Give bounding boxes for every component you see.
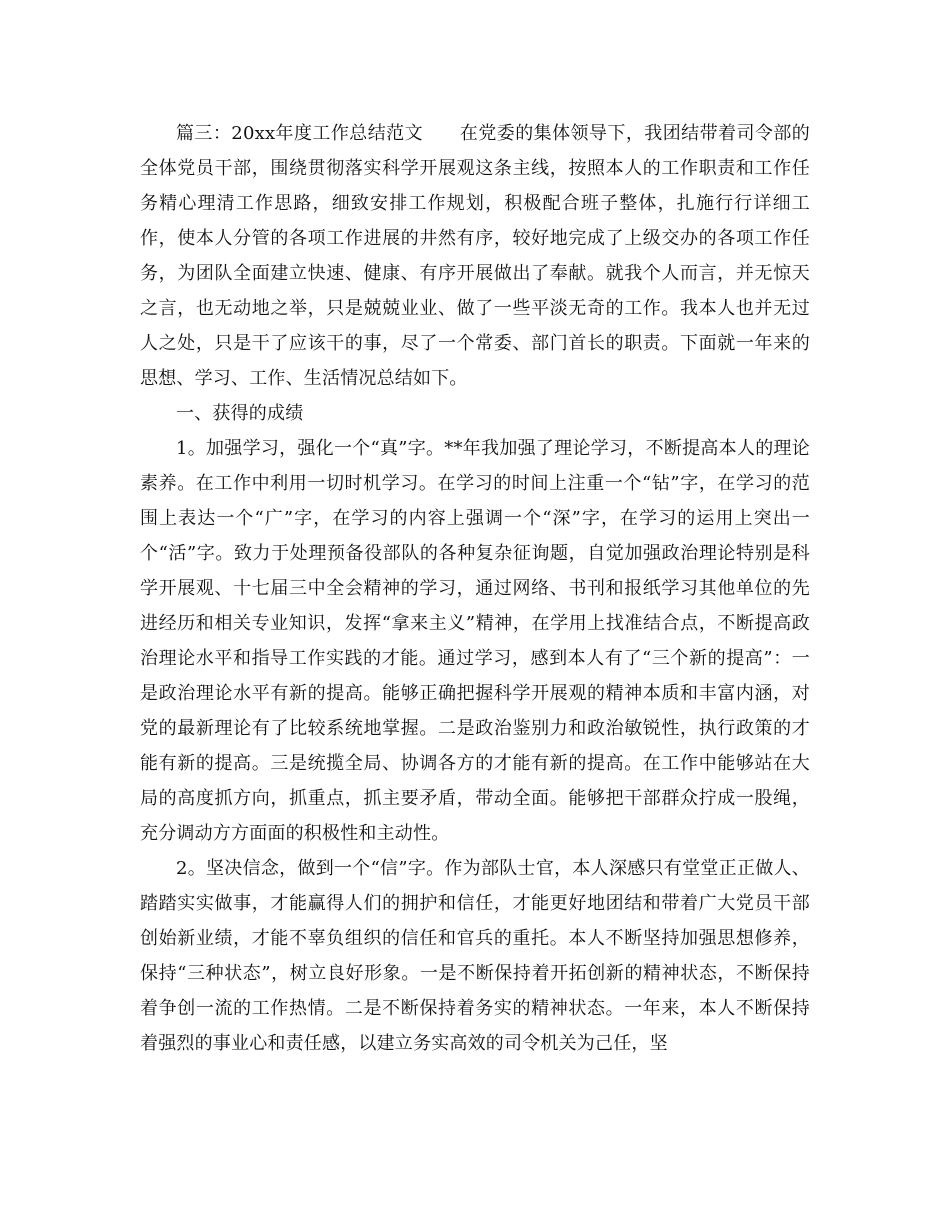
paragraph-belief: 2。坚决信念，做到一个“信”字。作为部队士官，本人深感只有堂堂正正做人、踏踏实实做事，才能赢得人们的拥护和信任，才能更好地团结和带着广大党员干部创始新业绩，才能不辜负组织的信任和官兵的重托。本人不断坚持加强思想修养，保持“三种状态”，树立良好形象。一是不断保持着开拓创新的精神状态，不断保持着争创一流的工作热情。二是不断保持着务实的精神状态。一年来，本人不断保持着强烈的事业心和责任感，以建立务实高效的司令机关为己任，坚	[140, 858, 810, 1054]
document-body	[140, 116, 810, 1061]
section-heading-achievements: 一、获得的成绩	[176, 403, 304, 424]
paragraph-intro: 篇三：20xx年度工作总结范文 在党委的集体领导下，我团结带着司令部的全体党员干部，围绕贯彻落实科学开展观这条主线，按照本人的工作职责和工作任务精心理清工作思路，细致安排工作规划，积极配合班子整体，扎施行行详细工作，使本人分管的各项工作进展的井然有序，较好地完成了上级交办的各项工作任务，为团队全面建立快速、健康、有序开展做出了奉献。就我个人而言，并无惊天之言，也无动地之举，只是兢兢业业、做了一些平淡无奇的工作。我本人也并无过人之处，只是干了应该干的事，尽了一个常委、部门首长的职责。下面就一年来的思想、学习、工作、生活情况总结如下。	[140, 123, 810, 389]
paragraph-study: 1。加强学习，强化一个“真”字。**年我加强了理论学习，不断提高本人的理论素养。在工作中利用一切时机学习。在学习的时间上注重一个“钻”字，在学习的范围上表达一个“广”字，在学习的内容上强调一个“深”字，在学习的运用上突出一个“活”字。致力于处理预备役部队的各种复杂征询题，自觉加强政治理论特别是科学开展观、十七届三中全会精神的学习，通过网络、书刊和报纸学习其他单位的先进经历和相关专业知识，发挥“拿来主义”精神，在学用上找准结合点，不断提高政治理论水平和指导工作实践的才能。通过学习，感到本人有了“三个新的提高”：一是政治理论水平有新的提高。能够正确把握科学开展观的精神本质和丰富内涵，对党的最新理论有了比较系统地掌握。二是政治鉴别力和政治敏锐性，执行政策的才能有新的提高。三是统揽全局、协调各方的才能有新的提高。在工作中能够站在大局的高度抓方向，抓重点，抓主要矛盾，带动全面。能够把干部群众拧成一股绳，充分调动方方面面的积极性和主动性。	[140, 438, 810, 844]
